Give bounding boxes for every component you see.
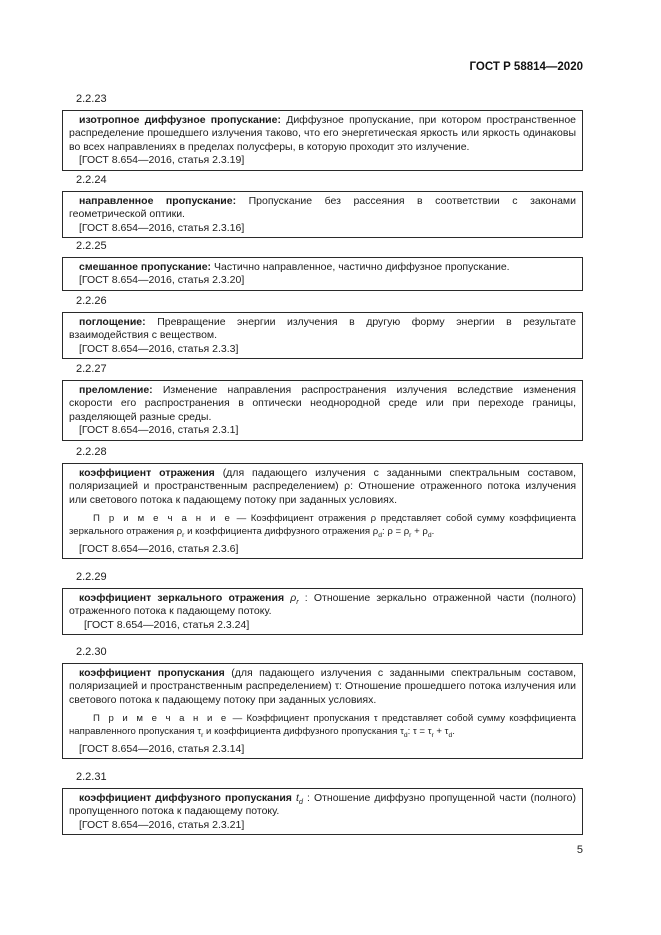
note-text: : ρ = ρ xyxy=(381,525,410,537)
term-source: [ГОСТ 8.654—2016, статья 2.3.21] xyxy=(79,818,245,831)
term-name: коэффициент диффузного пропускания xyxy=(79,792,292,804)
term-definition: Пропускание без рассеяния в соответствии с законами геометрической оптики. xyxy=(69,195,576,221)
subscript: d xyxy=(448,731,453,739)
note-text: . xyxy=(452,725,455,737)
note-text: . xyxy=(431,525,435,537)
subscript: r xyxy=(182,531,185,539)
subscript: d xyxy=(298,797,303,807)
term-source: [ГОСТ 8.654—2016, статья 2.3.6] xyxy=(79,543,239,556)
note-text: : τ = τ xyxy=(407,725,432,737)
term-definition: : Отношение диффузно пропущенной части (полного) пропущенного потока к падающему потоку. xyxy=(69,792,576,818)
term-box xyxy=(62,463,583,559)
term-number: 2.2.27 xyxy=(76,363,107,375)
note-text: и коэффициента диффузного пропускания τ xyxy=(203,725,404,737)
term-2-2-27 xyxy=(62,363,583,441)
term-symbol: ρ xyxy=(284,592,297,604)
term-box xyxy=(62,663,583,759)
term-2-2-23 xyxy=(62,93,583,171)
term-source: [ГОСТ 8.654—2016, статья 2.3.19] xyxy=(79,154,245,167)
subscript: d xyxy=(378,531,382,539)
term-source: [ГОСТ 8.654—2016, статья 2.3.3] xyxy=(79,342,239,355)
note-text: — Коэффициент пропускания τ представляет собой сумму коэффициента направленного пропускания τ xyxy=(69,713,576,737)
term-2-2-31 xyxy=(62,771,583,835)
term-name: коэффициент пропускания xyxy=(79,667,225,679)
term-definition: Изменение направления распространения излучения вследствие изменения скорости его распространения в оптически неоднородной среде или при переходе границы, разделяющей разные среды. xyxy=(69,384,576,423)
note-label: П р и м е ч а н и е xyxy=(93,713,229,725)
note-text: + τ xyxy=(433,725,449,737)
term-number: 2.2.23 xyxy=(76,93,107,105)
term-2-2-24 xyxy=(62,174,583,238)
term-2-2-26 xyxy=(62,295,583,359)
note-text: и коэффициента диффузного отражения ρ xyxy=(184,525,379,537)
term-number: 2.2.30 xyxy=(76,646,107,658)
term-name: коэффициент отражения xyxy=(79,467,215,479)
term-name: направленное пропускание: xyxy=(79,195,237,207)
term-number: 2.2.31 xyxy=(76,771,107,783)
term-number: 2.2.29 xyxy=(76,571,107,583)
subscript: r xyxy=(431,731,434,739)
term-number: 2.2.28 xyxy=(76,446,107,458)
term-note xyxy=(69,713,576,738)
term-number: 2.2.25 xyxy=(76,240,107,252)
term-note xyxy=(69,513,576,538)
term-name: коэффициент зеркального отражения xyxy=(79,592,285,604)
term-box xyxy=(62,191,583,238)
term-2-2-28 xyxy=(62,446,583,559)
term-box xyxy=(62,588,583,635)
term-definition: Частично направленное, частично диффузное пропускание. xyxy=(213,261,510,273)
term-definition: (для падающего излучения с заданными спектральным составом, поляризацией и пространственным распределением) τ: Отношение прошедшего потока излучения или светового потока к падающему потоку при заданных условиях. xyxy=(69,667,577,706)
term-number: 2.2.26 xyxy=(76,295,107,307)
note-text: + ρ xyxy=(411,525,428,537)
term-2-2-25 xyxy=(62,240,583,291)
term-source: [ГОСТ 8.654—2016, статья 2.3.20] xyxy=(79,274,245,287)
term-source: [ГОСТ 8.654—2016, статья 2.3.24] xyxy=(84,618,250,631)
term-definition: Диффузное пропускание, при котором пространственное распределение прошедшего излучения таково, что его энергетическая яркость или яркость одинаковы во всех направлениях в пределах полусферы, в которую проходит это излучение. xyxy=(69,114,576,153)
subscript: d xyxy=(427,531,432,539)
term-name: смешанное пропускание: xyxy=(79,261,212,273)
term-box xyxy=(62,110,583,171)
term-source: [ГОСТ 8.654—2016, статья 2.3.1] xyxy=(79,424,239,437)
term-name: изотропное диффузное пропускание: xyxy=(79,114,281,126)
document-code: ГОСТ Р 58814—2020 xyxy=(469,61,583,73)
term-name: поглощение: xyxy=(79,316,146,328)
term-box xyxy=(62,788,583,835)
subscript: r xyxy=(201,731,204,739)
term-2-2-30 xyxy=(62,646,583,759)
subscript: r xyxy=(296,597,299,607)
term-box xyxy=(62,380,583,441)
term-symbol: t xyxy=(291,792,299,804)
subscript: r xyxy=(409,531,412,539)
subscript: d xyxy=(403,731,408,739)
term-box xyxy=(62,257,583,291)
term-box xyxy=(62,312,583,359)
term-source: [ГОСТ 8.654—2016, статья 2.3.16] xyxy=(79,221,245,234)
term-source: [ГОСТ 8.654—2016, статья 2.3.14] xyxy=(79,743,245,756)
term-definition: : Отношение зеркально отраженной части (полного) отраженного потока к падающему потоку. xyxy=(69,592,576,618)
term-definition: (для падающего излучения с заданными спектральным составом, поляризацией и пространственным распределением) ρ: Отношение отраженного потока излучения или светового потока к падающему потоку при заданных условиях. xyxy=(69,467,576,506)
page-number: 5 xyxy=(576,844,583,856)
note-text: — Коэффициент отражения ρ представляет собой сумму коэффициента зеркального отражения ρ xyxy=(69,513,576,537)
term-number: 2.2.24 xyxy=(76,174,107,186)
note-label: П р и м е ч а н и е xyxy=(93,513,232,525)
term-definition: Превращение энергии излучения в другую форму энергии в результате взаимодействия с веществом. xyxy=(69,316,576,342)
term-name: преломление: xyxy=(79,384,153,396)
term-2-2-29 xyxy=(62,571,583,635)
